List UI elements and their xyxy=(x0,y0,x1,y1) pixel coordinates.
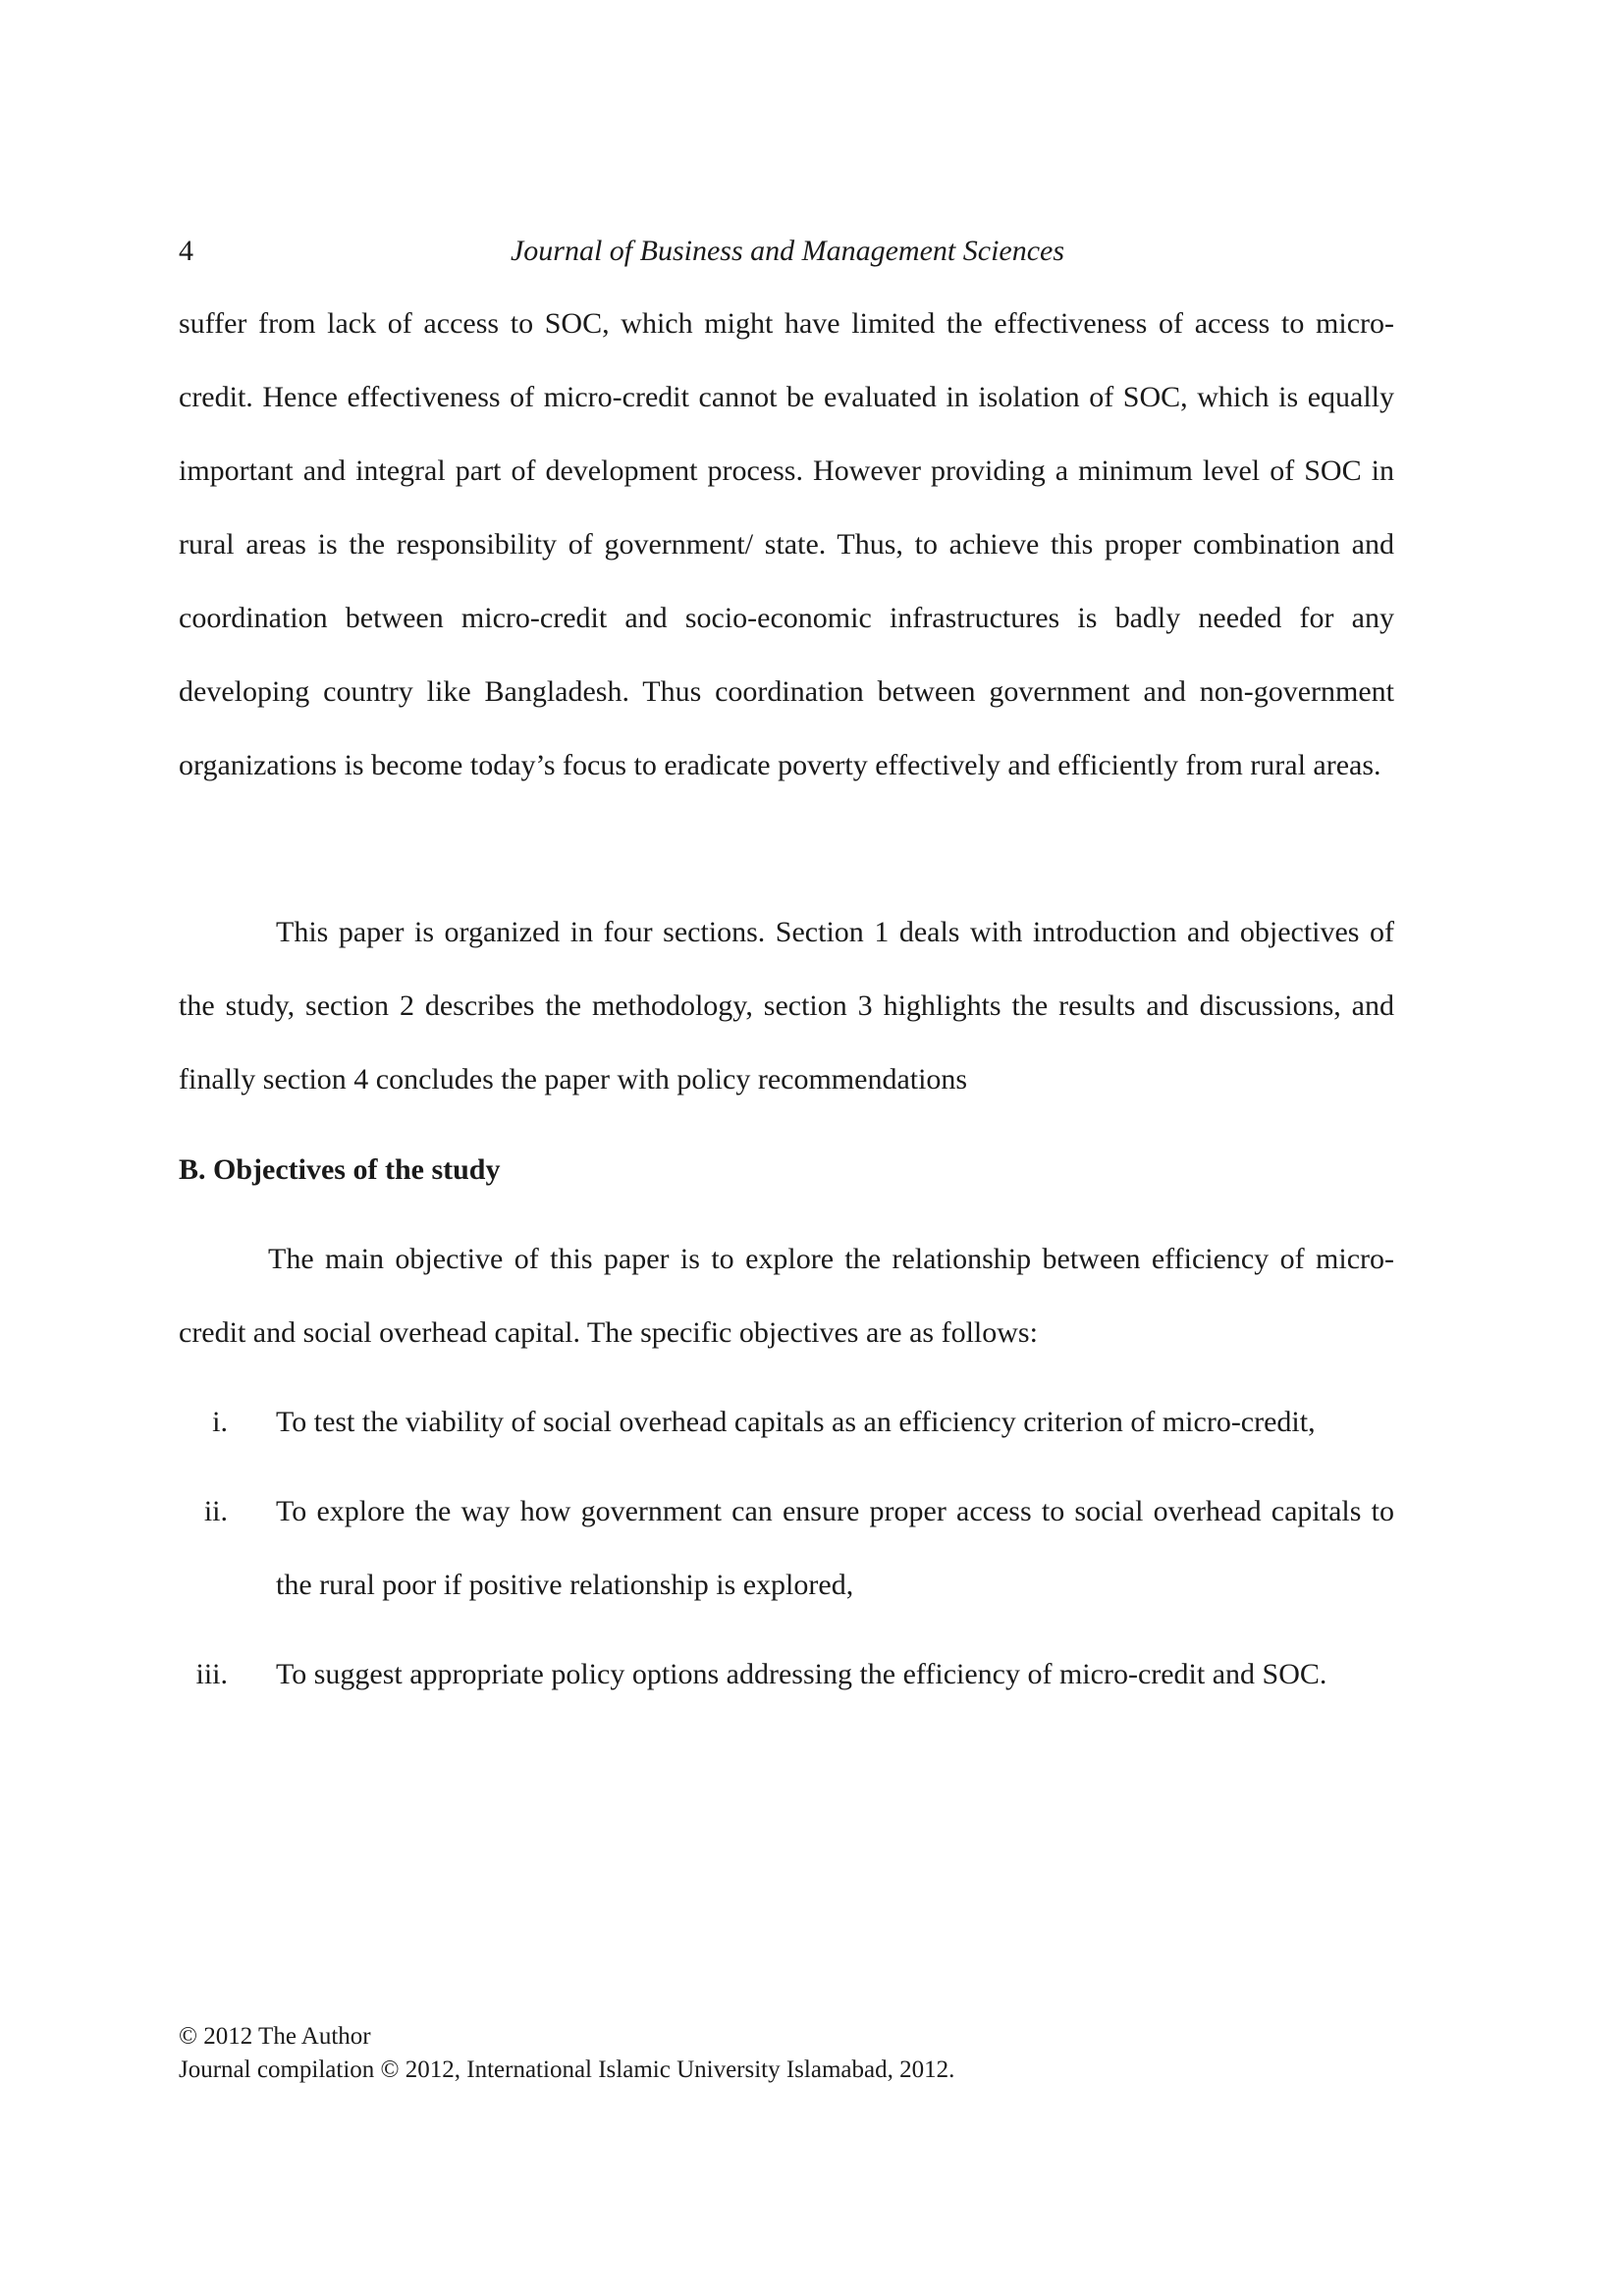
section-heading: B. Objectives of the study xyxy=(179,1153,501,1186)
paragraph-continuation: suffer from lack of access to SOC, which might have limited the effectiveness of access to micro-credit. Hence effectiveness of micro-credit cannot be evaluated in isolation of SOC, which is equally important and integral part of development process. However providing a minimum level of SOC in rural areas is the responsibility of government/ state. Thus, to achieve this proper combination and coordination between micro-credit and socio-economic infrastructures is badly needed for any developing country like Bangladesh. Thus coordination between government and non-government organizations is become today’s focus to eradicate poverty effectively and efficiently from rural areas. xyxy=(179,307,1394,781)
list-item-text: To explore the way how government can ensure proper access to social overhead capitals to the rural poor if positive relationship is explored, xyxy=(276,1495,1394,1601)
list-item xyxy=(179,1474,1394,1622)
running-head xyxy=(179,232,1396,271)
list-marker: ii. xyxy=(203,1495,228,1527)
objectives-list xyxy=(179,1385,1394,1727)
list-item-text: To suggest appropriate policy options addressing the efficiency of micro-credit and SOC. xyxy=(276,1658,1327,1690)
list-marker: iii. xyxy=(195,1658,228,1690)
paragraph-organization: This paper is organized in four sections. Section 1 deals with introduction and objectives of the study, section 2 describes the methodology, section 3 highlights the results and discussions, and finally section 4 concludes the paper with policy recommendations xyxy=(179,916,1394,1095)
copyright-footer xyxy=(179,2020,954,2087)
page-number: 4 xyxy=(179,235,193,267)
list-item xyxy=(179,1637,1394,1711)
journal-title: Journal of Business and Management Sciences xyxy=(510,235,1065,267)
list-item xyxy=(179,1385,1394,1459)
compilation-line: Journal compilation © 2012, International Islamic University Islamabad, 2012. xyxy=(179,2056,955,2083)
copyright-line: © 2012 The Author xyxy=(179,2023,371,2050)
list-item-text: To test the viability of social overhead capitals as an efficiency criterion of micro-credit, xyxy=(276,1406,1316,1438)
paragraph-objectives-intro: The main objective of this paper is to explore the relationship between efficiency of micro-credit and social overhead capital. The specific objectives are as follows: xyxy=(179,1243,1394,1349)
list-marker: i. xyxy=(212,1406,228,1438)
